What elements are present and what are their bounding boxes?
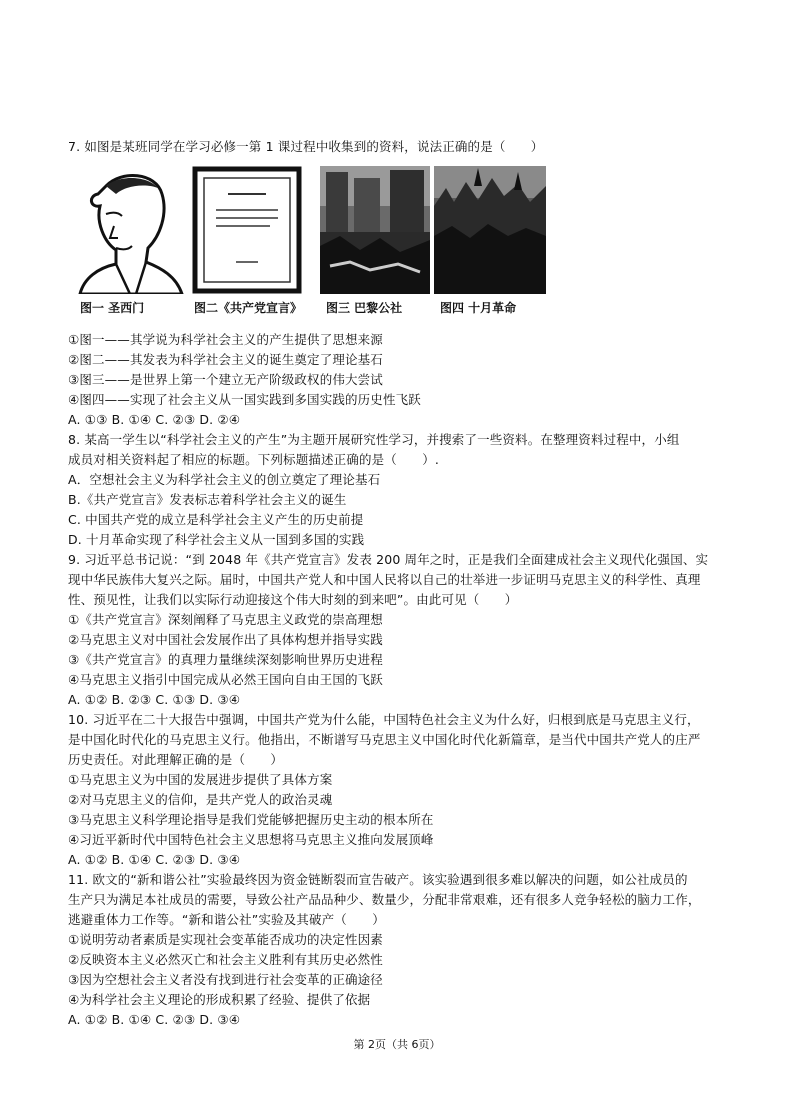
- q10-item: ①马克思主义为中国的发展进步提供了具体方案: [68, 772, 333, 787]
- q7-item: ①图一——其学说为科学社会主义的产生提供了思想来源: [68, 332, 383, 347]
- q9-item: ④马克思主义指引中国完成从必然王国向自由王国的飞跃: [68, 672, 383, 687]
- q10-item: ②对马克思主义的信仰，是共产党人的政治灵魂: [68, 792, 333, 807]
- q11-stem: 逃避重体力工作等。“新和谐公社”实验及其破产（ ）: [68, 912, 385, 927]
- q9-item: ①《共产党宣言》深刻阐释了马克思主义政党的崇高理想: [68, 612, 383, 627]
- q8-stem: 8. 某高一学生以“科学社会主义的产生”为主题开展研究性学习，并搜索了一些资料。在整理资料过程中，小组: [68, 432, 680, 447]
- q7-item: ②图二——其发表为科学社会主义的诞生奠定了理论基石: [68, 352, 383, 367]
- q8-stem: 成员对相关资料起了相应的标题。下列标题描述正确的是（ ）.: [68, 452, 439, 467]
- figure-caption: 图四 十月革命: [440, 301, 517, 315]
- q10-stem: 是中国化时代化的马克思主义行。他指出，不断谱写马克思主义中国化时代化新篇章，是当代中国共产党人的庄严: [68, 732, 701, 747]
- q8-option: B.《共产党宣言》发表标志着科学社会主义的诞生: [68, 492, 347, 507]
- q9-item: ③《共产党宣言》的真理力量继续深刻影响世界历史进程: [68, 652, 383, 667]
- figure-caption: 图三 巴黎公社: [326, 301, 403, 315]
- q9-item: ②马克思主义对中国社会发展作出了具体构想并指导实践: [68, 632, 383, 647]
- q9-stem: 性、预见性，让我们以实际行动迎接这个伟大时刻的到来吧”。由此可见（ ）: [68, 592, 518, 607]
- q7-item: ③图三——是世界上第一个建立无产阶级政权的伟大尝试: [68, 372, 383, 387]
- q11-item: ④为科学社会主义理论的形成积累了经验、提供了依据: [68, 992, 371, 1007]
- manifesto-document-illustration: [192, 166, 302, 294]
- q10-stem: 历史责任。对此理解正确的是（ ）: [68, 752, 284, 767]
- paris-commune-illustration: [320, 166, 430, 294]
- q11-stem: 11. 欧文的“新和谐公社”实验最终因为资金链断裂而宣告破产。该实验遇到很多难以解决的问题，如公社成员的: [68, 872, 688, 887]
- q11-item: ①说明劳动者素质是实现社会变革能否成功的决定性因素: [68, 932, 383, 947]
- q11-item: ②反映资本主义必然灭亡和社会主义胜利有其历史必然性: [68, 952, 383, 967]
- q11-stem: 生产只为满足本社成员的需要，导致公社产品品种少、数量少，分配非常艰难，还有很多人竞争轻松的脑力工作，: [68, 892, 701, 907]
- q7-item: ④图四——实现了社会主义从一国实践到多国实践的历史性飞跃: [68, 392, 421, 407]
- q9-stem: 9. 习近平总书记说：“到 2048 年《共产党宣言》发表 200 周年之时，正是我们全面建成社会主义现代化强国、实: [68, 552, 709, 567]
- q10-stem: 10. 习近平在二十大报告中强调，中国共产党为什么能，中国特色社会主义为什么好，归根到底是马克思主义行，: [68, 712, 700, 727]
- q10-item: ④习近平新时代中国特色社会主义思想将马克思主义推向发展顶峰: [68, 832, 434, 847]
- page-footer: 第 2页（共 6页）: [353, 1038, 441, 1051]
- q8-option: A．空想社会主义为科学社会主义的创立奠定了理论基石: [68, 472, 381, 487]
- october-revolution-illustration: [434, 166, 546, 294]
- q7-figures: [76, 166, 556, 316]
- q11-item: ③因为空想社会主义者没有找到进行社会变革的正确途径: [68, 972, 383, 987]
- portrait-illustration: [76, 166, 186, 294]
- q10-options: A. ①② B. ①④ C. ②③ D. ③④: [68, 852, 241, 867]
- q8-option: C. 中国共产党的成立是科学社会主义产生的历史前提: [68, 512, 364, 527]
- q10-item: ③马克思主义科学理论指导是我们党能够把握历史主动的根本所在: [68, 812, 434, 827]
- figure-caption: 图一 圣西门: [80, 301, 145, 315]
- q11-options: A. ①② B. ①④ C. ②③ D. ③④: [68, 1012, 241, 1027]
- q9-stem: 现中华民族伟大复兴之际。届时，中国共产党人和中国人民将以自己的壮举进一步证明马克思主义的科学性、真理: [68, 572, 701, 587]
- q7-options: A. ①③ B. ①④ C. ②③ D. ②④: [68, 412, 241, 427]
- q9-options: A. ①② B. ②③ C. ①③ D. ③④: [68, 692, 241, 707]
- q7-stem: 7. 如图是某班同学在学习必修一第 1 课过程中收集到的资料，说法正确的是（ ）: [68, 139, 544, 154]
- figure-caption: 图二《共产党宣言》: [194, 301, 303, 315]
- q8-option: D. 十月革命实现了科学社会主义从一国到多国的实践: [68, 532, 365, 547]
